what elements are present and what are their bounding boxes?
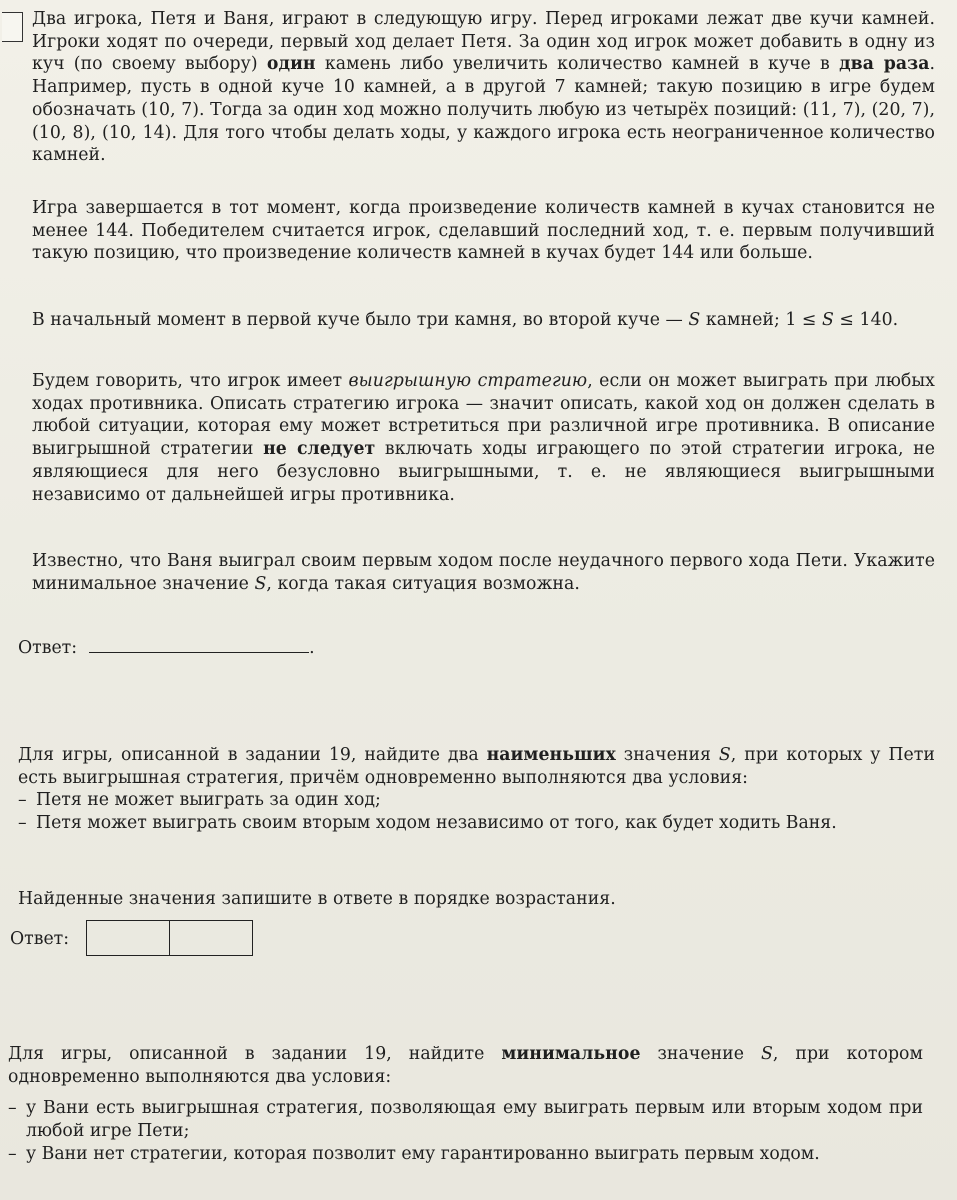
text-run: В начальный момент в первой куче было три камня, во второй куче —	[32, 310, 689, 330]
text-run: Известно, что Ваня выиграл своим первым ходом после неудачного первого хода Пети. Укажите минимальное значение	[32, 551, 935, 594]
text-run: значение	[640, 1044, 761, 1064]
text-run: . Например, пусть в одной куче 10 камней, а в другой 7 камней; такую позицию в игре будем обозначать (10, 7). Тогда за один ход можно получить любую из четырёх позиций: (11, 7), (20, 7), (10, 8), (10, 14). Для того чтобы делать ходы, у каждого игрока есть неограниченное количество камней.	[32, 54, 935, 166]
task-19-answer-row	[18, 634, 315, 659]
text-run: , при которых у Пети есть выигрышная стратегия, причём одновременно выполняются два условия:	[18, 745, 935, 788]
variable-s: S	[254, 573, 267, 594]
variable-s: S	[718, 745, 731, 765]
task-20-answer-boxes	[86, 920, 253, 956]
task-21-block	[8, 1043, 923, 1166]
task-19-answer-field[interactable]	[89, 634, 309, 653]
answer-label: Ответ:	[18, 638, 78, 658]
game-end-paragraph-block	[32, 197, 935, 265]
variable-s: S	[688, 310, 701, 330]
strategy-definition-block	[32, 370, 935, 506]
answer-label: Ответ:	[10, 929, 70, 949]
text-run: камней; 1 ≤	[700, 310, 823, 330]
game-end-paragraph: Игра завершается в тот момент, когда произведение количеств камней в кучах становится не менее 144. Победителем считается игрок, сделавший последний ход, т. е. первым получивший такую позицию, что произведение количеств камней в кучах будет 144 или больше.	[32, 198, 935, 264]
strategy-definition-paragraph	[32, 370, 935, 506]
list-item: – у Вани нет стратегии, которая позволит ему гарантированно выиграть первым ходом.	[8, 1143, 923, 1166]
list-item: – Петя не может выиграть за один ход;	[18, 789, 935, 812]
variable-s: S	[760, 1044, 773, 1064]
emphasis-one: один	[266, 54, 316, 75]
initial-state-paragraph	[32, 309, 935, 332]
answer-cell-2[interactable]	[170, 921, 252, 955]
emphasis-double: два раза	[839, 54, 930, 75]
text-run: значения	[615, 745, 719, 765]
text-run: Будем говорить, что игрок имеет	[32, 371, 349, 391]
task-21-conditions-list	[8, 1097, 923, 1165]
task-19-intro	[10, 8, 935, 167]
text-run: Для игры, описанной в задании 19, найдите	[8, 1044, 502, 1064]
text-run: Для игры, описанной в задании 19, найдите два	[18, 745, 487, 765]
list-item: – у Вани есть выигрышная стратегия, позволяющая ему выиграть первым или вторым ходом при любой игре Пети;	[8, 1097, 923, 1142]
task-20-instruction-block	[18, 888, 935, 911]
task-20-answer-row	[10, 928, 69, 950]
text-run: ≤ 140.	[833, 310, 899, 330]
emphasis-smallest: наименьших	[486, 745, 616, 765]
task-20-conditions-list	[18, 789, 935, 834]
text-run: , при котором одновременно выполняются два условия:	[8, 1044, 924, 1087]
variable-s: S	[822, 310, 834, 330]
task-20-instruction: Найденные значения запишите в ответе в порядке возрастания.	[18, 889, 616, 909]
task-19-question-block	[32, 550, 935, 595]
task-20-block	[18, 744, 935, 835]
emphasis-not-include: не следует	[263, 439, 376, 460]
text-run: , если он может выиграть при любых ходах противника. Описать стратегию игрока — значит описать, какой ход он должен сделать в любой ситуации, которая ему может встретиться при различной игре противника. В описание выигрышной стратегии	[32, 371, 935, 460]
emphasis-minimal: минимальное	[501, 1044, 641, 1064]
answer-period: .	[309, 638, 315, 658]
text-run: , когда такая ситуация возможна.	[266, 573, 580, 594]
list-item: – Петя может выиграть своим вторым ходом независимо от того, как будет ходить Ваня.	[18, 812, 935, 835]
text-run: Два игрока, Петя и Ваня, играют в следующую игру. Перед игроками лежат две кучи камней. Игроки ходят по очереди, первый ход делает Петя. За один ход игрок может добавить в одну из куч (по своему выбору)	[32, 9, 935, 75]
task-19-question	[32, 550, 935, 595]
initial-state-block	[32, 309, 935, 332]
answer-cell-1[interactable]	[87, 921, 170, 955]
text-run: камень либо увеличить количество камней в куче в	[315, 54, 840, 75]
task-20-question	[18, 744, 935, 789]
term-winning-strategy: выигрышную стратегию	[348, 371, 588, 391]
task-21-question	[8, 1043, 923, 1088]
text-run: включать ходы играющего по этой стратегии игрока, не являющиеся для него безусловно выигрышными, т. е. не являющиеся выигрышными независимо от дальнейшей игры противника.	[32, 439, 935, 505]
game-rules-paragraph	[10, 8, 935, 167]
